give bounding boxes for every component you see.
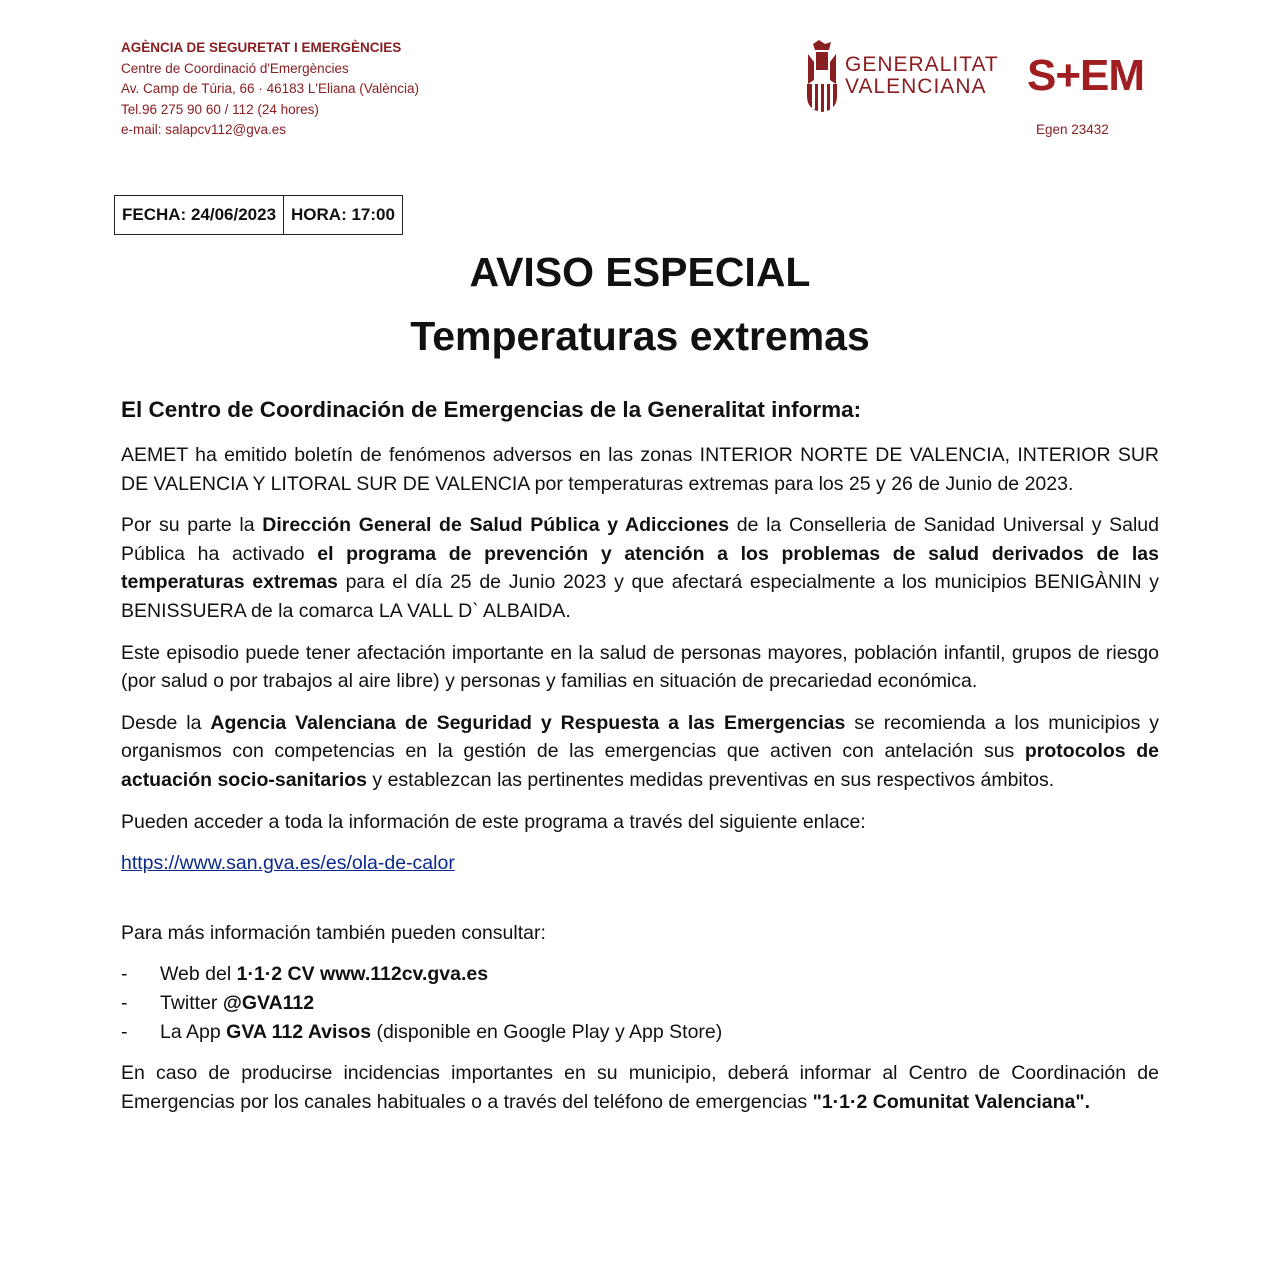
link-paragraph — [121, 849, 1159, 878]
agency-phone: Tel.96 275 90 60 / 112 (24 hores) — [121, 101, 319, 117]
lead-heading: El Centro de Coordinación de Emergencias de la Generalitat informa: — [121, 397, 862, 422]
agency-address: Av. Camp de Túria, 66 · 46183 L'Eliana (València) — [121, 81, 419, 96]
notice-subtitle: Temperaturas extremas — [410, 313, 870, 359]
paragraph-health-program: Por su parte la Dirección General de Salud Pública y Adicciones de la Conselleria de Sanidad Universal y Salud Pública ha activado el programa de prevención y atención a los problemas de salud derivados de las temperaturas extremas para el día 25 de Junio 2023 y que afectará especialmente a los municipios BENIGÀNIN y BENISSUERA de la comarca LA VALL D` ALBAIDA. — [121, 514, 1159, 622]
channel-app: - La App GVA 112 Avisos (disponible en Google Play y App Store) — [121, 1020, 723, 1043]
generalitat-line1: GENERALITAT — [845, 53, 999, 76]
generalitat-logo — [805, 40, 999, 112]
notice-title: AVISO ESPECIAL — [469, 249, 811, 295]
date-cell: FECHA: 24/06/2023 — [122, 205, 277, 224]
date-time-box — [114, 195, 403, 235]
sem-logo: S+EM — [1027, 51, 1145, 100]
paragraph-recommendation: Desde la Agencia Valenciana de Seguridad y Respuesta a las Emergencias se recomienda a los municipios y organismos con competencias en la gestión de las emergencias que activen con antelación sus protocolos de actuación socio-sanitarios y establezcan las pertinentes medidas preventivas en sus respectivos ámbitos. — [121, 711, 1159, 791]
agency-name: AGÈNCIA DE SEGURETAT I EMERGÈNCIES — [121, 40, 402, 55]
paragraph-aemet: AEMET ha emitido boletín de fenómenos adversos en las zonas INTERIOR NORTE DE VALENCIA, INTERIOR SUR DE VALENCIA Y LITORAL SUR DE VALENCIA por temperaturas extremas para los 25 y 26 de Junio de 2023. — [121, 444, 1159, 495]
paragraph-more-info: Para más información también pueden consultar: — [121, 921, 546, 944]
centre-name: Centre de Coordinació d'Emergències — [121, 60, 349, 76]
agency-header — [121, 38, 419, 141]
channel-web: - Web del 1·1·2 CV www.112cv.gva.es — [121, 963, 489, 986]
generalitat-wordmark — [845, 54, 999, 98]
egen-code: Egen 23432 — [1036, 122, 1109, 137]
generalitat-line2: VALENCIANA — [845, 75, 987, 98]
paragraph-incidents: En caso de producirse incidencias importantes en su municipio, deberá informar al Centro de Coordinación de Emergencias por los canales habituales o a través del teléfono de emergencias "1·1·2 Comunitat Valenciana". — [121, 1062, 1159, 1113]
heat-wave-link[interactable]: https://www.san.gva.es/es/ola-de-calor — [121, 852, 455, 875]
time-cell: HORA: 17:00 — [283, 196, 402, 234]
paragraph-link-intro: Pueden acceder a toda la información de este programa a través del siguiente enlace: — [121, 810, 866, 833]
notice-body — [121, 441, 1159, 1129]
agency-email: e-mail: salapcv112@gva.es — [121, 122, 287, 137]
info-channels-list — [121, 960, 1159, 1046]
generalitat-emblem-icon — [805, 40, 839, 112]
channel-twitter: - Twitter @GVA112 — [121, 991, 315, 1014]
paragraph-affected-groups: Este episodio puede tener afectación importante en la salud de personas mayores, población infantil, grupos de riesgo (por salud o por trabajos al aire libre) y personas y familias en situación de precariedad económica. — [121, 641, 1159, 693]
